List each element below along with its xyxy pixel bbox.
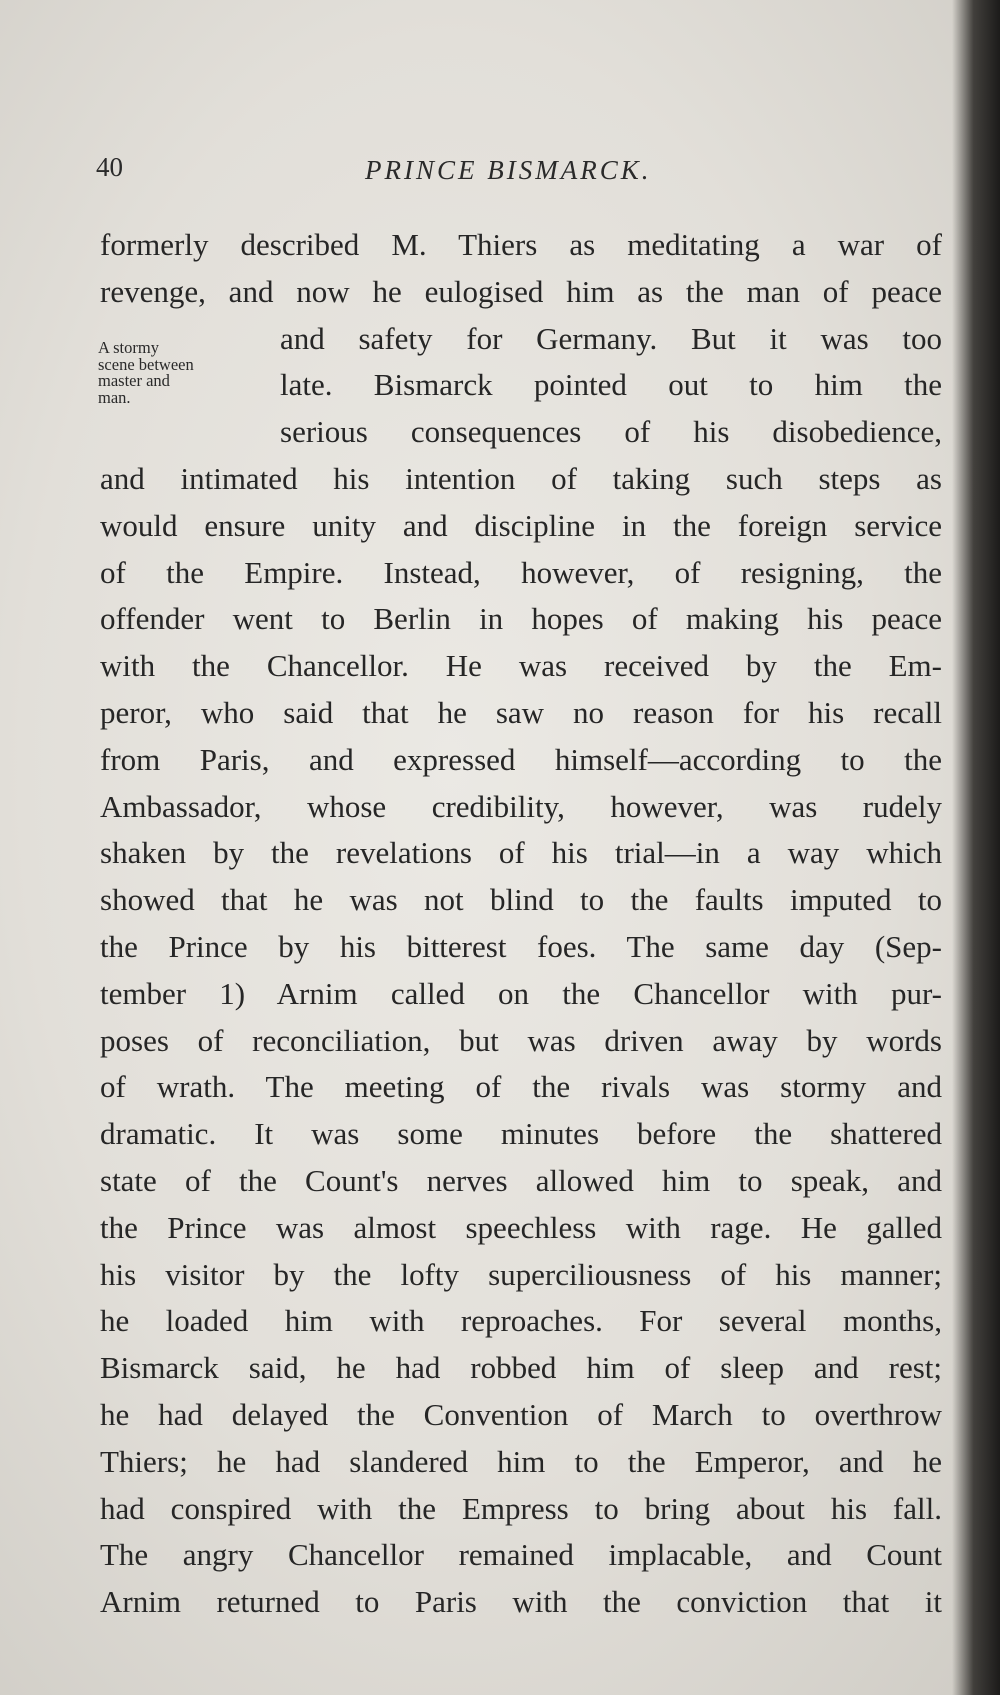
text-line: poses of reconciliation, but was driven away by words <box>100 1022 942 1058</box>
text-line: from Paris, and expressed himself—according to the <box>100 741 942 777</box>
text-line: formerly described M. Thiers as meditating a war of <box>100 227 942 262</box>
text-line: serious consequences of his disobedience, <box>280 414 942 450</box>
margin-note-line: A stormy <box>98 338 159 357</box>
text-line: Bismarck said, he had robbed him of sleep and rest; <box>100 1350 942 1386</box>
text-line: offender went to Berlin in hopes of making his peace <box>100 601 942 637</box>
text-line: Arnim returned to Paris with the conviction that it <box>100 1584 942 1620</box>
text-line: late. Bismarck pointed out to him the <box>280 367 942 403</box>
text-line: he had delayed the Convention of March to overthrow <box>100 1396 942 1432</box>
margin-note-line: man. <box>98 387 131 407</box>
text-line: had conspired with the Empress to bring about his fall. <box>100 1490 942 1526</box>
body-text <box>100 222 942 1626</box>
page-gutter-shadow <box>952 0 1000 1695</box>
text-line: and intimated his intention of taking such steps as <box>100 460 942 496</box>
page-number: 40 <box>96 152 123 182</box>
text-line: revenge, and now he eulogised him as the man of peace <box>100 273 942 309</box>
text-line: Ambassador, whose credibility, however, was rudely <box>100 788 942 824</box>
text-line: would ensure unity and discipline in the foreign service <box>100 507 942 543</box>
text-line: of wrath. The meeting of the rivals was stormy and <box>100 1069 942 1105</box>
text-line: peror, who said that he saw no reason for his recall <box>100 694 942 730</box>
margin-note-line: scene between <box>98 354 194 374</box>
margin-note-line: master and <box>98 371 170 390</box>
text-line: Thiers; he had slandered him to the Emperor, and he <box>100 1443 942 1479</box>
text-line: tember 1) Arnim called on the Chancellor with pur- <box>100 975 942 1011</box>
text-line: The angry Chancellor remained implacable, and Count <box>100 1537 942 1573</box>
text-line: and safety for Germany. But it was too <box>280 320 942 356</box>
text-line: showed that he was not blind to the faults imputed to <box>100 882 942 918</box>
text-line: shaken by the revelations of his trial—in a way which <box>100 835 942 871</box>
text-line: state of the Count's nerves allowed him to speak, and <box>100 1162 942 1198</box>
text-line: with the Chancellor. He was received by the Em- <box>100 648 942 684</box>
text-line: the Prince was almost speechless with rage. He galled <box>100 1209 942 1245</box>
text-line: of the Empire. Instead, however, of resigning, the <box>100 554 942 590</box>
text-line: dramatic. It was some minutes before the shattered <box>100 1116 942 1152</box>
text-line: the Prince by his bitterest foes. The same day (Sep- <box>100 928 942 964</box>
text-line: he loaded him with reproaches. For several months, <box>100 1303 942 1339</box>
running-title: PRINCE BISMARCK. <box>365 155 652 185</box>
text-line: his visitor by the lofty superciliousness of his manner; <box>100 1256 942 1292</box>
